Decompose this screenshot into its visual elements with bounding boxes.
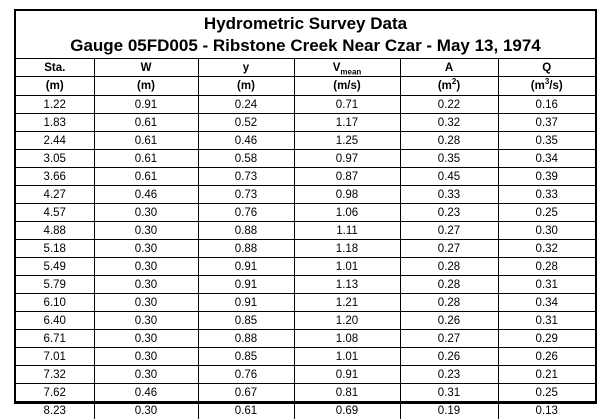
cell-a: 0.26 (400, 348, 498, 366)
unit-q-pre: (m (531, 80, 545, 92)
header-sta: Sta. (16, 59, 94, 77)
table-row (16, 132, 595, 150)
cell-q: 0.25 (498, 204, 595, 222)
cell-y: 0.85 (198, 348, 294, 366)
cell-w: 0.46 (94, 186, 198, 204)
cell-v-mean: 1.08 (294, 330, 400, 348)
cell-y: 0.88 (198, 330, 294, 348)
cell-w: 0.30 (94, 240, 198, 258)
cell-sta: 7.32 (16, 366, 94, 384)
cell-sta: 1.83 (16, 114, 94, 132)
table-row (16, 258, 595, 276)
cell-a: 0.26 (400, 312, 498, 330)
cell-w: 0.46 (94, 384, 198, 402)
table-row (16, 366, 595, 384)
cell-a: 0.27 (400, 240, 498, 258)
cell-v-mean: 0.69 (294, 402, 400, 419)
survey-table (16, 59, 595, 419)
cell-sta: 5.79 (16, 276, 94, 294)
table-row (16, 240, 595, 258)
cell-q: 0.13 (498, 402, 595, 419)
cell-a: 0.31 (400, 384, 498, 402)
cell-w: 0.30 (94, 204, 198, 222)
table-row (16, 150, 595, 168)
cell-a: 0.27 (400, 330, 498, 348)
cell-q: 0.34 (498, 294, 595, 312)
cell-q: 0.33 (498, 186, 595, 204)
table-row (16, 114, 595, 132)
cell-q: 0.30 (498, 222, 595, 240)
cell-w: 0.91 (94, 96, 198, 114)
cell-sta: 6.10 (16, 294, 94, 312)
cell-y: 0.91 (198, 258, 294, 276)
cell-v-mean: 1.01 (294, 258, 400, 276)
cell-v-mean: 1.17 (294, 114, 400, 132)
table-row (16, 402, 595, 419)
cell-q: 0.32 (498, 240, 595, 258)
cell-y: 0.85 (198, 312, 294, 330)
cell-y: 0.91 (198, 294, 294, 312)
cell-y: 0.76 (198, 204, 294, 222)
cell-v-mean: 0.87 (294, 168, 400, 186)
cell-q: 0.28 (498, 258, 595, 276)
cell-sta: 1.22 (16, 96, 94, 114)
unit-q-sup: 3 (545, 77, 549, 86)
cell-y: 0.58 (198, 150, 294, 168)
cell-v-mean: 1.13 (294, 276, 400, 294)
cell-v-mean: 0.91 (294, 366, 400, 384)
cell-v-mean: 1.20 (294, 312, 400, 330)
title-line-1: Hydrometric Survey Data (16, 13, 595, 35)
cell-v-mean: 1.11 (294, 222, 400, 240)
header-w: W (94, 59, 198, 77)
cell-w: 0.30 (94, 258, 198, 276)
cell-sta: 6.71 (16, 330, 94, 348)
cell-a: 0.28 (400, 276, 498, 294)
cell-q: 0.37 (498, 114, 595, 132)
cell-w: 0.61 (94, 132, 198, 150)
cell-y: 0.88 (198, 240, 294, 258)
cell-y: 0.61 (198, 402, 294, 419)
table-row (16, 186, 595, 204)
cell-v-mean: 0.81 (294, 384, 400, 402)
table-row (16, 168, 595, 186)
cell-sta: 3.66 (16, 168, 94, 186)
cell-y: 0.91 (198, 276, 294, 294)
cell-v-mean: 0.71 (294, 96, 400, 114)
cell-sta: 6.40 (16, 312, 94, 330)
title-block (16, 11, 595, 59)
cell-w: 0.61 (94, 150, 198, 168)
cell-w: 0.61 (94, 114, 198, 132)
cell-v-mean: 1.21 (294, 294, 400, 312)
cell-y: 0.24 (198, 96, 294, 114)
header-a: A (400, 59, 498, 77)
header-y: y (198, 59, 294, 77)
header-q: Q (498, 59, 595, 77)
cell-q: 0.25 (498, 384, 595, 402)
unit-q-post: /s) (549, 80, 562, 92)
cell-sta: 7.62 (16, 384, 94, 402)
cell-y: 0.46 (198, 132, 294, 150)
cell-v-mean: 1.01 (294, 348, 400, 366)
unit-a-post: ) (456, 80, 460, 92)
cell-sta: 3.05 (16, 150, 94, 168)
header-v-mean (294, 59, 400, 77)
table-row (16, 294, 595, 312)
unit-v: (m/s) (294, 77, 400, 96)
unit-sta: (m) (16, 77, 94, 96)
cell-v-mean: 0.97 (294, 150, 400, 168)
cell-a: 0.32 (400, 114, 498, 132)
table-row (16, 312, 595, 330)
cell-a: 0.45 (400, 168, 498, 186)
cell-y: 0.73 (198, 168, 294, 186)
units-row (16, 77, 595, 96)
cell-sta: 5.49 (16, 258, 94, 276)
cell-q: 0.39 (498, 168, 595, 186)
table-row (16, 348, 595, 366)
cell-a: 0.27 (400, 222, 498, 240)
cell-a: 0.28 (400, 258, 498, 276)
cell-q: 0.31 (498, 276, 595, 294)
cell-w: 0.30 (94, 330, 198, 348)
cell-w: 0.30 (94, 222, 198, 240)
unit-a-pre: (m (438, 80, 452, 92)
unit-y: (m) (198, 77, 294, 96)
header-row (16, 59, 595, 77)
cell-q: 0.34 (498, 150, 595, 168)
cell-sta: 7.01 (16, 348, 94, 366)
unit-w: (m) (94, 77, 198, 96)
cell-q: 0.29 (498, 330, 595, 348)
table-row (16, 276, 595, 294)
cell-w: 0.30 (94, 348, 198, 366)
cell-a: 0.28 (400, 294, 498, 312)
title-line-2: Gauge 05FD005 - Ribstone Creek Near Czar - May 13, 1974 (16, 35, 595, 57)
table-body (16, 96, 595, 419)
cell-y: 0.76 (198, 366, 294, 384)
survey-data-sheet (14, 9, 597, 404)
cell-y: 0.73 (198, 186, 294, 204)
table-row (16, 204, 595, 222)
cell-v-mean: 1.18 (294, 240, 400, 258)
cell-w: 0.61 (94, 168, 198, 186)
cell-v-mean: 1.06 (294, 204, 400, 222)
cell-y: 0.67 (198, 384, 294, 402)
cell-q: 0.26 (498, 348, 595, 366)
cell-a: 0.33 (400, 186, 498, 204)
cell-sta: 4.88 (16, 222, 94, 240)
table-row (16, 96, 595, 114)
cell-q: 0.31 (498, 312, 595, 330)
cell-w: 0.30 (94, 294, 198, 312)
cell-q: 0.16 (498, 96, 595, 114)
cell-w: 0.30 (94, 312, 198, 330)
cell-y: 0.52 (198, 114, 294, 132)
cell-a: 0.19 (400, 402, 498, 419)
cell-v-mean: 1.25 (294, 132, 400, 150)
cell-a: 0.23 (400, 204, 498, 222)
header-v-main: V (333, 62, 341, 74)
cell-sta: 2.44 (16, 132, 94, 150)
cell-v-mean: 0.98 (294, 186, 400, 204)
unit-a-sup: 2 (452, 77, 456, 86)
cell-q: 0.35 (498, 132, 595, 150)
cell-w: 0.30 (94, 366, 198, 384)
cell-a: 0.28 (400, 132, 498, 150)
table-row (16, 222, 595, 240)
header-v-sub: mean (340, 67, 361, 76)
cell-a: 0.35 (400, 150, 498, 168)
cell-sta: 8.23 (16, 402, 94, 419)
cell-y: 0.88 (198, 222, 294, 240)
cell-sta: 4.57 (16, 204, 94, 222)
unit-a (400, 77, 498, 96)
unit-q (498, 77, 595, 96)
cell-q: 0.21 (498, 366, 595, 384)
table-row (16, 384, 595, 402)
cell-a: 0.23 (400, 366, 498, 384)
cell-sta: 4.27 (16, 186, 94, 204)
cell-sta: 5.18 (16, 240, 94, 258)
cell-w: 0.30 (94, 402, 198, 419)
cell-a: 0.22 (400, 96, 498, 114)
table-row (16, 330, 595, 348)
cell-w: 0.30 (94, 276, 198, 294)
